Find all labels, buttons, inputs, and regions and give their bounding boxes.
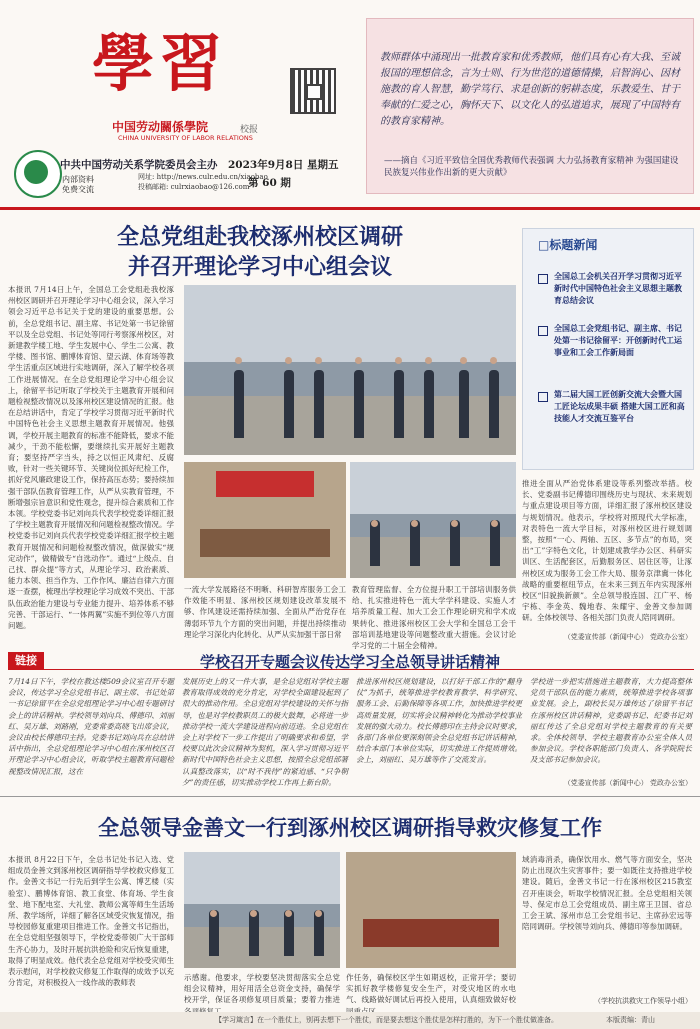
article2-column-1: 7月14日下午，学校在教达楼509会议室召开专题会议，传达学习全总党组书记、副主席、书记处第一书记徐留平在全总党组理论学习中心组专题研讨会上的讲话精神。学校领导刘向兵、傅德印、刘丽红、吴万雄、刘路刚，党委常委高晓飞出席会议，会议由校长傅德印主持。党委书记刘向兵在总结讲话中指出，全总党组理论学习中心组在涿州校区召开理论学习中心组会议，听取学校主题教育问题检视整改情况汇报，这在: [8, 677, 174, 776]
article3-column-4: 作任务，确保校区学生如期返校，正常开学；要切实抓好教学楼修复安全生产，对受灾地区的水电气、线路做好调试后再投入使用，认真细致做好校: [346, 973, 516, 1005]
link-tag: 链接: [8, 652, 44, 670]
footer-editor: 本版责编：青山: [606, 1016, 655, 1024]
article1-photo-meeting: [184, 462, 346, 578]
article1-column-4: 教育管理监督、全方位提升职工干部培训服务供给、扎实推进特色一流大学学科建设、实施人才培养质量工程、加大工会工作理论研究和学术成果转化、推进涿州校区工会大学和全国总工会干部培训基地建设等问题整改重大措施。会议讨论学习党的二十届全会精神。: [352, 585, 516, 651]
article3-photo-inspection: [184, 852, 340, 968]
article3-photo-meeting: [346, 852, 516, 968]
quote-text: 教师群体中涌现出一批教育家和优秀教师，他们具有心有大我、至诚报国的理想信念，言为士则、行为世范的道德情操，启智润心、因材施教的育人智慧，勤学笃行、求是创新的躬耕态度，乐教爱生、甘于奉献的仁爱之心，胸怀天下、以文化人的弘道追求，展现了中国特有的教育家精神。: [380, 52, 680, 127]
qr-code: [290, 68, 336, 114]
email-link[interactable]: 投稿邮箱: culrxiaobao@126.com: [138, 183, 250, 191]
title-news-bullet-icon: [538, 392, 548, 402]
title-news-item[interactable]: 第二届大国工匠创新交流大会暨大国工匠论坛成果丰硕 搭建大国工匠和高技能人才交流互鉴平台: [554, 389, 685, 423]
organizer: 中共中国劳动关系学院委员会主办: [60, 159, 218, 171]
article2-credit: （党委宣传部（新闻中心） 党政办公室）: [563, 779, 692, 787]
university-name-en: CHINA UNIVERSITY OF LABOR RELATIONS: [118, 134, 253, 142]
article1-photo-main: [184, 285, 516, 455]
newspaper-label: 校报: [240, 125, 259, 135]
title-news-item[interactable]: 全国总工会党组书记、副主席、书记处第一书记徐留平：开创新时代工运事业和工会工作新局面: [554, 323, 682, 357]
section-divider: [0, 796, 700, 797]
article3-column-1: 本报讯 8月22日下午，全总书记处书记入选、党组成员金善文到涿州校区调研指导学校救灾修复工作。金善文书记一行先后到学生公寓、博艺楼（实验室）、鹏博体育馆、教工食堂、体育场、学生食堂、地下配电室、大礼堂、教师公寓等师生生活场所、教学场所，详细了解各区域受灾恢复情况，指导校园修复重建项目推进工作。金善文书记指出，在全总党组坚强领导下，学校党委带领广大干部师生齐心协力，及时开展抗洪抢险和灾后恢复重建，取得了明显成效。他代表全总党组对学校受灾师生表示慰问，对学校救灾修复工作取得的成效予以充分肯定，对积极投入一线作战的教师表: [8, 855, 174, 988]
masthead-logo: 學習: [92, 27, 229, 100]
article2-column-4: 学校进一步把实措施进主题教育，大力提高整体党员干部队伍的能力素质，统筹推进学校各项事业发展。会上，副校长吴万雄传达了徐留平书记在涿州校区讲话精神，党委副书记、纪委书记刘丽红传达了全总党组对学校主题教育的有关要求。全体校领导、学校主题教育办公室全体人员参加会议。学校各职能部门负责人、各学院院长及支部书记参加会议。: [530, 677, 692, 765]
article1-headline-line2: 并召开理论学习中心组会议: [127, 254, 392, 280]
article2-headline: 学校召开专题会议传达学习全总领导讲话精神: [199, 653, 500, 671]
website-link[interactable]: 网址: http://news.culr.edu.cn/xiaobao: [138, 173, 268, 181]
article3-headline: 全总领导金善文一行到涿州校区调研指导救灾修复工作: [98, 815, 602, 840]
title-news-bullet-icon: [538, 326, 548, 336]
issue-number: 第 60 期: [248, 177, 291, 189]
article1-column-1: 本报讯 7月14日上午，全国总工会党组赴我校涿州校区调研并召开理论学习中心组会议，深入学习领会习近平总书记关于党的建设的重要思想。公前，全总党组书记、副主席、书记处第一书记徐留平以及全总党组、书记处等同行考察涿州校区，对新建教学楼工地、学生发展中心、学生二公寓、教学楼、图书馆、鹏博体育馆、望云湖、体育场等教学生活重点区域进行实地调研，深入了解学校各项工作进展情况。在全总党组理论学习中心组会议上，徐留平书记听取了学校关于主题教育开展和问题检视整改情况以及涿州校区建设情况的汇报。他在总结讲话中，肯定了学校学习贯彻习近平新时代中国特色社会主义思想主题教育开展情况。他强调，学校开展主题教育的标准不能降低，要求不能减少，干劲不能松懈，要继续扎实开展好主题教育；要坚持严字当头，持之以恒正风肃纪、反腐败，针对一些关键环节、关键岗位抓好纪检工作，抓好党风廉政建设工作，保持高压态势；要持续加强干部队伍教育管理工作，从严从实教育管理，不断增强宗旨意识和党性观念，提升综合素质和工作本领。学校党委书记刘向兵代表学校党委详细汇报了学校主题教育开展情况和问题检视整改情况。学校党委书记刘向兵代表学校党委详细汇报学校主题教育开展情况和问题检视整改情况，做深做实“规定动作”，做精做专“自选动作”。通过“上级点、自己找、群众提”等方式，从理论学习、政治素质、能力本领、担当作为、工作作风、廉洁自律六方面逐一查摆，梳理出学校理论学习成效不突出、干部队伍政治能力建设与专业能力提升、培养体系不够完善、干部运行、“一体两翼”实施不到位等八方面问题。: [8, 285, 174, 631]
article1-column-5: 推进全面从严治党体系建设等系列整改举措。校长、党委副书记傅德印围绕历史与现状、未来规划与重点建设项目等方面，详细汇报了涿州校区建设与规划情况。他表示，学校将对照现代大学标准，对表特色一流大学目标，对涿州校区进行规划调整，按照“一心、两轴、五区、多节点”的布局，突出“工”字特色文化，计划建成教学办公区、科研实训区、生活配套区，后勤服务区、居住区等，让涿州校区成为服务工会工作大局、服务京津冀一体化战略的重要枢纽节点，在未来三到五年内实现涿州校区“旧貌换新颜”。全总领导殷连国、江广平、杨宇栋、李金英、魏地春、朱耀宇、金善文参加调研。全体校领导、各相关部门负责人陪同调研。: [522, 479, 692, 623]
article3-column-3: 示感谢。他要求，学校要坚决贯彻落实全总党组会议精神，用好用活全总资金支持，确保学校开学，保证各项修复项目质量；要着力推进: [184, 973, 340, 1005]
article3-column-5: 域消毒消杀，确保饮用水、燃气等方面安全，坚决防止出现次生灾害事件；要一如既往支持推进学校建设。随后，金善文书记一行在涿州校区215教室召开座谈会，听取学校情况汇报。全总党组相关领导、保定市总工会党组成员、副主席王卫国、省总工会王斌、涿州市总工会党组书记、主席孙宏远等陪同调研。学校领导刘向兵、傅德印等参加调研。: [522, 855, 692, 932]
article2-column-2: 发展历史上的又一件大事，是全总党组对学校主题教育取得成效的充分肯定，对学校全面建设起到了很大的推动作用。全总党组对学校建设的关怀与指导，也是对学校教职员工的极大鼓舞，必将进一步推动学校一流大学建设进程向前迈进。全总党组在会上对学校下一步工作提出了明确要求和希望，学校要以此次会议精神为契机，深入学习贯彻习近平新时代中国特色社会主义思想，按照全总党组部署认真整改落实，以“时不我待”的紧迫感、“只争朝夕”的责任感，切实推动学校工作再上新台阶。: [182, 677, 348, 787]
footer-motto: 【学习箴言】在一个胜仗上，别再去想下一个胜仗，而是要去想这个胜仗是怎样打胜的，为下一个胜仗做准备。: [215, 1016, 558, 1024]
article1-column-3: 一流大学发展路径不明晰、科研智库服务工会工作效能不明显、涿州校区规划建设改革发展不够、作风建设还需持续加强、全面从严治党存在薄弱环节九个方面的突出问题，并提出持续推动理论学习深化内化转化、从严从实加强干部日常: [184, 585, 346, 639]
free-label: 免费交流: [62, 185, 94, 194]
internal-label: 内部资料: [62, 175, 94, 184]
title-news-item[interactable]: 全国总工会机关召开学习贯彻习近平新时代中国特色社会主义思想主题教育总结会议: [554, 271, 682, 305]
university-name: 中国劳动關係學院: [112, 120, 209, 134]
article1-headline-line1: 全总党组赴我校涿州校区调研: [116, 224, 403, 250]
masthead-divider: [0, 207, 700, 210]
article1-credit: （党委宣传部（新闻中心） 党政办公室）: [563, 633, 692, 641]
article1-headline: [60, 222, 460, 282]
university-seal-icon: [14, 150, 62, 198]
article1-photo-visit: [350, 462, 516, 578]
title-news-bullet-icon: [538, 274, 548, 284]
title-news-heading: □标题新闻: [538, 238, 598, 252]
issue-date: 2023年9月8日 星期五: [228, 159, 339, 171]
article2-column-3: 推进涿州校区规划建设，以打好干部工作的“翻身仗”为抓手，统筹推进学校教育教学、科学研究、服务工会、后勤保障等各项工作，加快推进学校更高质量发展，切实将会议精神转化为推动学校事业发展的强大动力。校长傅德印在主持会议时要求，各部门各单位要深刻领会全总党组书记讲话精神，结合本部门本单位实际，切实推进工作提质增效。会上，刘丽红、吴万雄等作了交流发言。: [356, 677, 522, 765]
quote-source: ——摘自《习近平致信全国优秀教师代表强调 大力弘扬教育家精神 为强国建设民族复兴伟业作出新的更大贡献》: [384, 156, 679, 178]
article3-credit: （学校抗洪救灾工作领导小组）: [594, 997, 692, 1005]
